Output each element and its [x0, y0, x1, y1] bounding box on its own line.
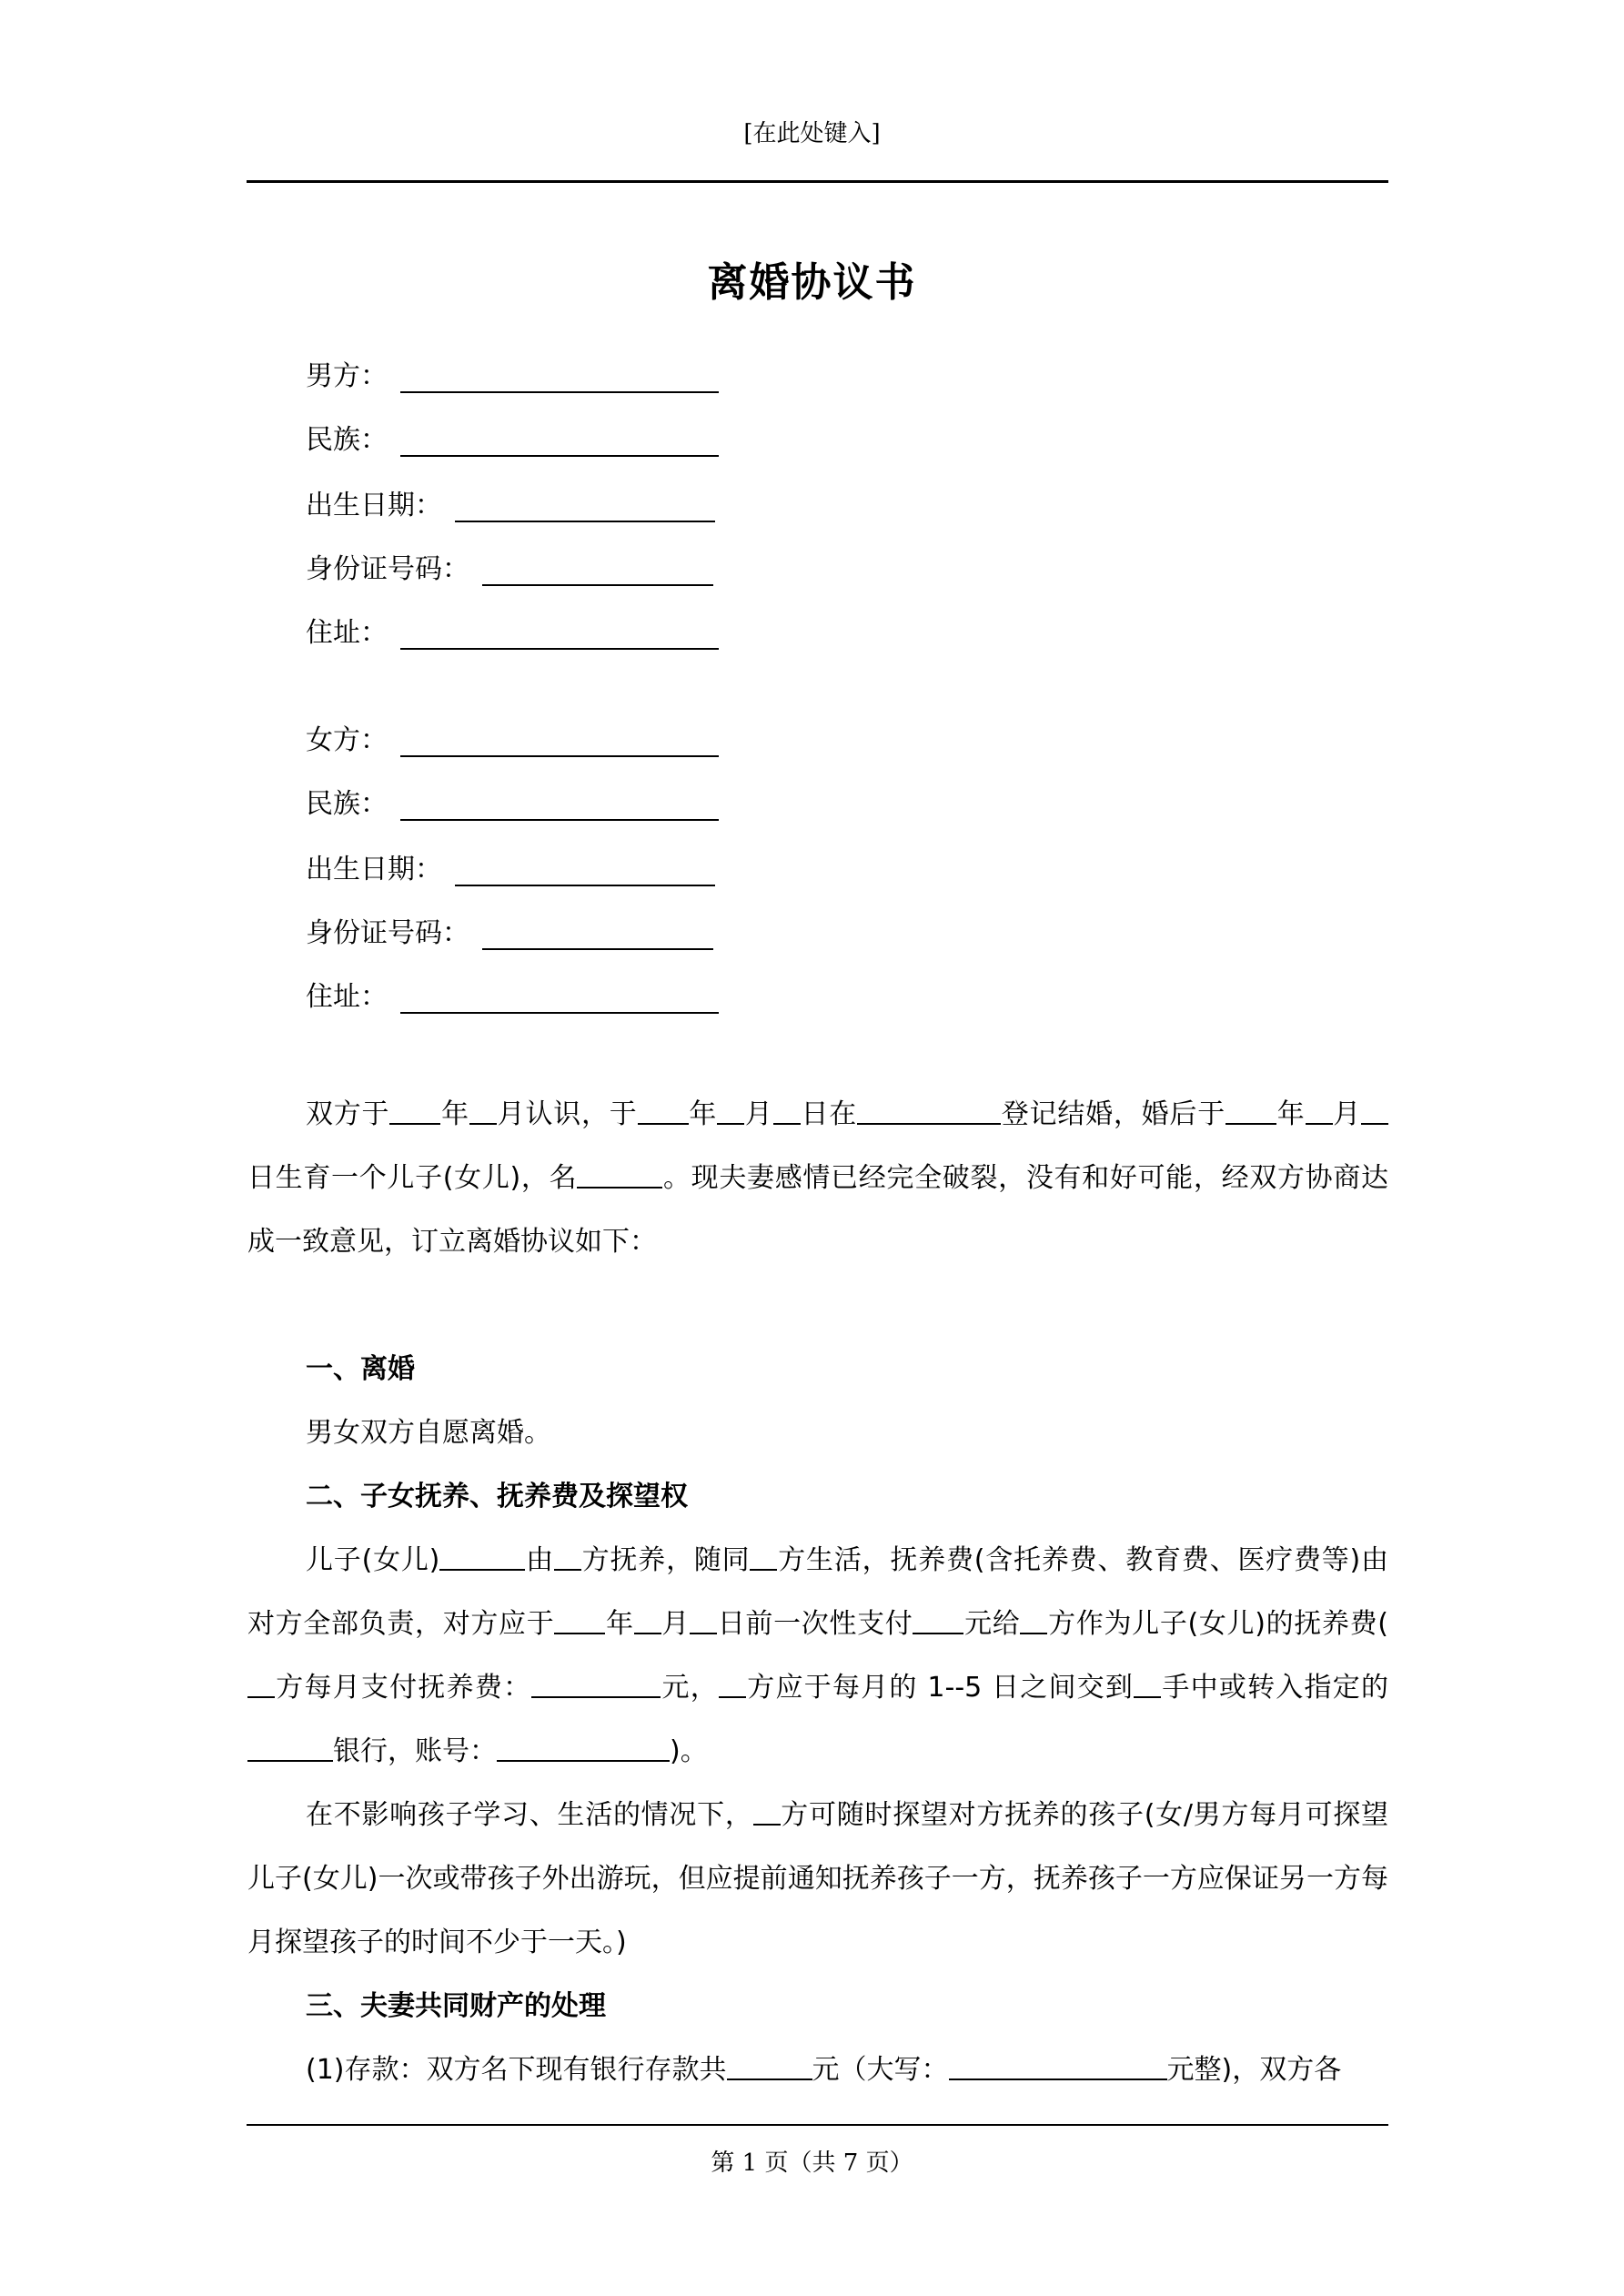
- text: 登记结婚，婚后于: [1001, 1098, 1226, 1130]
- agreement-body: [247, 1083, 1388, 2102]
- female-address-blank[interactable]: [400, 981, 719, 1014]
- text: 。现夫妻感情已经完全破裂，没有和好可能，经双方协商达成一致意见，订立离婚协议如下：: [247, 1162, 1388, 1258]
- text: 元，: [661, 1672, 720, 1704]
- field-label: 住址：: [306, 617, 388, 649]
- male-name-blank[interactable]: [400, 360, 719, 393]
- blank-monthly-amount[interactable]: [531, 1669, 661, 1698]
- text: 元给: [963, 1608, 1021, 1640]
- field-label: 出生日期：: [306, 854, 442, 885]
- text: 方生活，抚养费(含托养费、教育费、医疗费等)由对方全部负责，对方应于: [247, 1544, 1389, 1640]
- male-birthdate-field: [306, 486, 715, 522]
- male-birthdate-blank[interactable]: [455, 490, 715, 522]
- section-heading: 一、离婚: [306, 1353, 415, 1385]
- text: )。: [670, 1735, 708, 1767]
- document-title: 离婚协议书: [707, 259, 917, 306]
- text: 方每月支付抚养费：: [275, 1672, 532, 1704]
- section-heading: 三、夫妻共同财产的处理: [306, 1990, 606, 2022]
- blank-month[interactable]: [717, 1096, 744, 1125]
- blank-party[interactable]: [554, 1542, 581, 1571]
- visitation-paragraph: [247, 1784, 1388, 1975]
- blank-year[interactable]: [1226, 1096, 1276, 1125]
- male-ethnicity-field: [306, 420, 719, 457]
- text: 双方于: [306, 1098, 390, 1130]
- text: 方可随时探望对方抚养的孩子(女/男方每月可探望儿子(女儿)一次或带孩子外出游玩，但应提前通知抚养孩子一方，抚养孩子一方应保证另一方每月探望孩子的时间不少于一天。): [247, 1799, 1389, 1958]
- field-label: 民族：: [306, 788, 388, 820]
- blank-deposit-amount-words[interactable]: [949, 2051, 1167, 2080]
- text: 方抚养，随同: [580, 1544, 751, 1576]
- text: 年: [688, 1098, 718, 1130]
- text: 月: [1332, 1098, 1362, 1130]
- section-text: 男女双方自愿离婚。: [306, 1417, 551, 1449]
- female-birthdate-blank[interactable]: [455, 854, 715, 886]
- text: 元（大写：: [812, 2054, 949, 2086]
- blank-amount[interactable]: [913, 1605, 963, 1634]
- female-name-field: [306, 721, 719, 757]
- text: (1)存款：双方名下现有银行存款共: [306, 2054, 727, 2086]
- blank-child-name[interactable]: [439, 1542, 525, 1571]
- text: 在不影响孩子学习、生活的情况下，: [306, 1799, 753, 1831]
- deposit-paragraph: [247, 2038, 1388, 2102]
- footer-divider: [247, 2124, 1388, 2126]
- text: 银行，账号：: [333, 1735, 497, 1767]
- male-address-field: [306, 613, 719, 650]
- text: 月认识，于: [496, 1098, 638, 1130]
- female-id-number-blank[interactable]: [482, 917, 713, 950]
- header-placeholder[interactable]: [在此处键入]: [743, 120, 881, 147]
- blank-party[interactable]: [247, 1669, 275, 1698]
- blank-year[interactable]: [554, 1605, 605, 1634]
- blank-day[interactable]: [773, 1096, 801, 1125]
- female-id-number-field: [306, 914, 713, 950]
- male-name-field: [306, 357, 719, 393]
- blank-year[interactable]: [389, 1096, 440, 1125]
- field-label: 男方：: [306, 360, 388, 392]
- field-label: 女方：: [306, 724, 388, 756]
- text: 年: [440, 1098, 469, 1130]
- blank-deposit-amount[interactable]: [727, 2051, 812, 2080]
- blank-place[interactable]: [857, 1096, 1001, 1125]
- text: 方作为儿子(女儿)的抚养费(: [1047, 1608, 1388, 1640]
- blank-bank[interactable]: [247, 1733, 333, 1762]
- text: 元整)，双方各: [1166, 2054, 1342, 2086]
- custody-paragraph: [247, 1529, 1388, 1784]
- blank-party[interactable]: [753, 1796, 781, 1826]
- text: 日前一次性支付: [717, 1608, 913, 1640]
- text: 由: [525, 1544, 554, 1576]
- text: 手中或转入指定的: [1161, 1672, 1389, 1704]
- text: 月: [744, 1098, 773, 1130]
- blank-child-name[interactable]: [577, 1159, 662, 1188]
- female-birthdate-field: [306, 850, 715, 886]
- blank-month[interactable]: [469, 1096, 497, 1125]
- text: 年: [605, 1608, 634, 1640]
- header-divider: [247, 180, 1388, 183]
- text: 日生育一个儿子(女儿)，名: [247, 1162, 578, 1194]
- male-id-number-blank[interactable]: [482, 553, 713, 586]
- female-address-field: [306, 977, 719, 1014]
- text: 年: [1276, 1098, 1306, 1130]
- text: 儿子(女儿): [306, 1544, 440, 1576]
- blank-year[interactable]: [638, 1096, 689, 1125]
- text: 日在: [800, 1098, 857, 1130]
- blank-month[interactable]: [1306, 1096, 1333, 1125]
- blank-party[interactable]: [1020, 1605, 1047, 1634]
- blank-account-number[interactable]: [497, 1733, 670, 1762]
- male-id-number-field: [306, 550, 713, 586]
- field-label: 出生日期：: [306, 490, 442, 521]
- field-label: 身份证号码：: [306, 917, 469, 949]
- section-heading: 二、子女抚养、抚养费及探望权: [306, 1481, 688, 1512]
- field-label: 身份证号码：: [306, 553, 469, 585]
- intro-paragraph: [247, 1083, 1388, 1274]
- text: 月: [661, 1608, 691, 1640]
- blank-party[interactable]: [719, 1669, 746, 1698]
- blank-party[interactable]: [750, 1542, 777, 1571]
- male-ethnicity-blank[interactable]: [400, 424, 719, 457]
- field-label: 住址：: [306, 981, 388, 1013]
- female-ethnicity-blank[interactable]: [400, 788, 719, 821]
- male-address-blank[interactable]: [400, 617, 719, 650]
- spacer: [247, 1274, 1388, 1338]
- blank-day[interactable]: [1361, 1096, 1388, 1125]
- blank-recipient[interactable]: [1134, 1669, 1161, 1698]
- page-number: 第 1 页（共 7 页）: [711, 2149, 913, 2177]
- female-ethnicity-field: [306, 784, 719, 821]
- text: 方应于每月的 1--5 日之间交到: [746, 1672, 1135, 1704]
- field-label: 民族：: [306, 424, 388, 456]
- blank-month[interactable]: [634, 1605, 661, 1634]
- female-name-blank[interactable]: [400, 724, 719, 757]
- blank-day[interactable]: [690, 1605, 717, 1634]
